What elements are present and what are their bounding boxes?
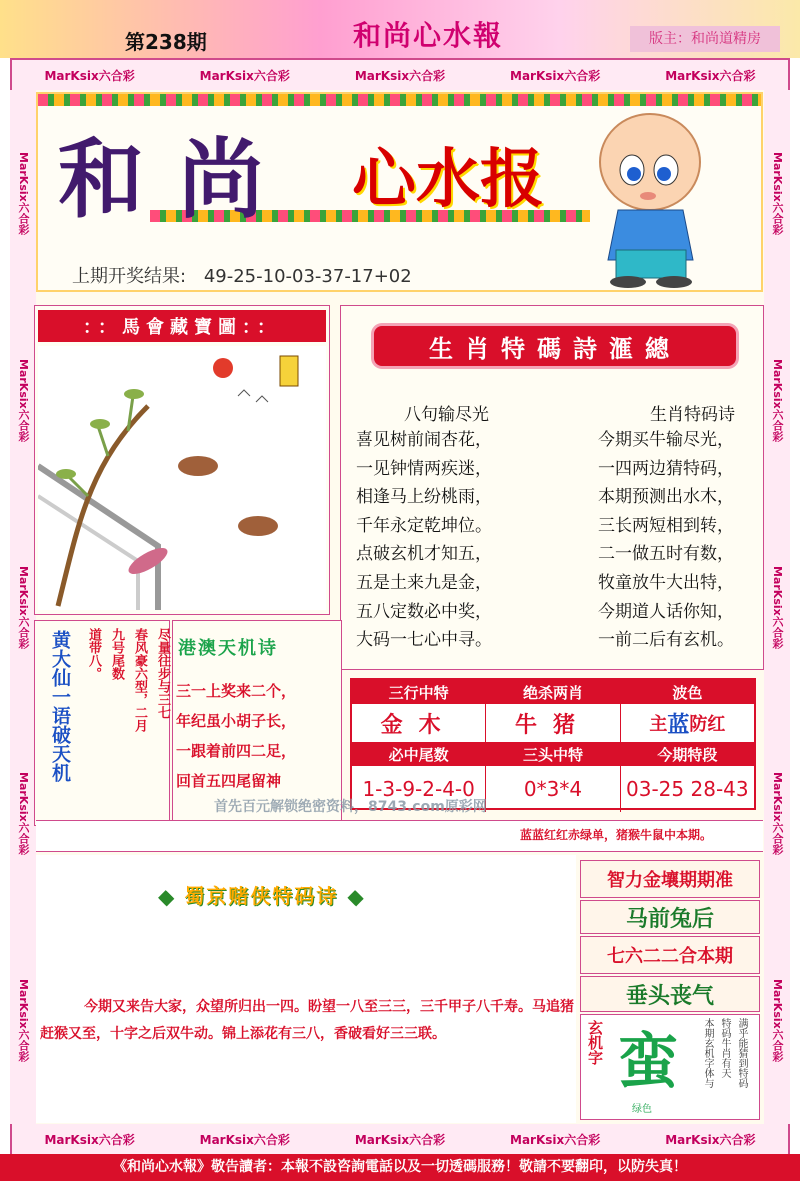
daxian-col: 道带八。 bbox=[86, 628, 101, 680]
watermark-text: MarKsix六合彩 bbox=[17, 358, 30, 442]
editor-label: 版主：和尚道精房 bbox=[630, 26, 780, 52]
watermark-band-right bbox=[764, 90, 790, 1124]
mystery-explain-col: 特码牛肖有天 bbox=[719, 1018, 730, 1078]
watermark-band-bottom bbox=[12, 1124, 788, 1154]
tip-box-2: 马前兔后 bbox=[580, 900, 760, 934]
poem-line: 二一做五时有数， bbox=[598, 544, 734, 565]
last-result-value: 49-25-10-03-37-17+02 bbox=[203, 266, 412, 287]
treasure-map-title: ：：馬會藏寶圖：： bbox=[38, 310, 326, 342]
tips-value: 1-3-9-2-4-0 bbox=[352, 766, 486, 812]
tips-header: 必中尾数 bbox=[352, 742, 486, 766]
poem-line: 大码一七心中寻。 bbox=[356, 630, 492, 651]
tip-box-1: 智力金壤期期准 bbox=[580, 860, 760, 898]
poem-line: 喜见树前闹杏花， bbox=[356, 430, 492, 450]
lower-poem-body: 今期又来告大家，众望所归出一四。盼望一八至三三，三千甲子八千寿。马追猪赶猴又至，十字之后双牛动。锦上添花有三八，香破看好三三联。 bbox=[40, 999, 574, 1042]
poem-line: 一前二后有玄机。 bbox=[598, 630, 734, 651]
daxian-col: 尽量往步与三七 bbox=[155, 628, 170, 719]
wave-middle: 蓝 bbox=[667, 711, 690, 738]
mystery-char: 蛮 bbox=[618, 1027, 678, 1097]
watermark-text: MarKsix六合彩 bbox=[510, 68, 601, 83]
poem-line: 一四两边猜特码， bbox=[598, 458, 734, 479]
mystery-explain-col: 本期玄机字体与 bbox=[702, 1018, 713, 1088]
lower-poem-title-text: 蜀京赌侠特码诗 bbox=[184, 884, 339, 908]
diamond-icon: ◆ bbox=[347, 884, 365, 908]
poem-left-body bbox=[356, 426, 492, 655]
mystery-explain-col: 满乎能猜到特码 bbox=[736, 1018, 747, 1088]
tips-header-row bbox=[352, 680, 754, 704]
poem-line: 今期道人话你知， bbox=[598, 601, 734, 622]
watermark-band-left bbox=[10, 90, 36, 1124]
watermark-text: MarKsix六合彩 bbox=[771, 565, 784, 649]
watermark-text: MarKsix六合彩 bbox=[17, 772, 30, 856]
lower-poem-title bbox=[158, 880, 365, 909]
poem-line: 三长两短相到转， bbox=[598, 515, 734, 536]
poem-line: 一见钟情两疾迷， bbox=[356, 458, 492, 479]
poem-line: 今期买牛输尽光， bbox=[598, 430, 734, 450]
issue-number: 第238期 bbox=[125, 30, 207, 54]
poem-line: 五是土来九是金， bbox=[356, 572, 492, 593]
tips-value: 0*3*4 bbox=[486, 766, 620, 812]
daxian-label: 黄大仙一语破天机 bbox=[49, 630, 71, 782]
poem-left-title: 八句输尽光 bbox=[404, 405, 489, 425]
watermark-text: MarKsix六合彩 bbox=[44, 68, 135, 83]
poem-right-body bbox=[598, 426, 734, 655]
watermark-text: MarKsix六合彩 bbox=[510, 1132, 601, 1147]
tip-box-3: 七六二二合本期 bbox=[580, 936, 760, 974]
poem-line: 五八定数必中奖， bbox=[356, 601, 492, 622]
watermark-text: MarKsix六合彩 bbox=[44, 1132, 135, 1147]
last-result-label: 上期开奖结果: bbox=[72, 266, 187, 287]
watermark-text: MarKsix六合彩 bbox=[354, 1132, 446, 1147]
watermark-text: MarKsix六合彩 bbox=[17, 979, 30, 1062]
daxian-col: 九号尾数 bbox=[109, 628, 124, 680]
watermark-text: MarKsix六合彩 bbox=[17, 565, 30, 649]
daxian-text bbox=[84, 628, 172, 818]
zodiac-poem-title: 生肖特碼詩滙總 bbox=[374, 326, 736, 366]
mystery-label: 玄机字 bbox=[586, 1020, 604, 1065]
header-title: 和尚心水報 bbox=[352, 19, 503, 52]
last-result bbox=[72, 262, 412, 288]
banner-title-sub: 心水报 bbox=[352, 142, 544, 217]
gangao-line: 三一上奖来二个， bbox=[176, 682, 297, 700]
mystery-explain bbox=[700, 1018, 749, 1116]
daxian-col: 春风豪六型，二月 bbox=[132, 628, 147, 732]
gangao-line: 回首五四尾留神 bbox=[176, 772, 282, 790]
poem-line: 相逢马上纷桃雨， bbox=[356, 487, 492, 508]
gangao-line: 年纪虽小胡子长， bbox=[176, 712, 297, 730]
watermark-text: MarKsix六合彩 bbox=[771, 152, 784, 235]
tips-value: 牛猪 bbox=[486, 704, 620, 742]
tip-box-4: 垂头丧气 bbox=[580, 976, 760, 1012]
treasure-map-image bbox=[38, 346, 326, 610]
wave-prefix: 主 bbox=[649, 714, 668, 735]
watermark-text: MarKsix六合彩 bbox=[665, 68, 756, 83]
gangao-line: 一跟着前四二足， bbox=[176, 742, 297, 760]
tips-value: 金木 bbox=[352, 704, 486, 742]
watermark-text: MarKsix六合彩 bbox=[17, 152, 30, 235]
gangao-body bbox=[176, 676, 296, 796]
poem-line: 点破玄机才知五， bbox=[356, 544, 492, 565]
wave-suffix: 防红 bbox=[689, 714, 726, 735]
watermark-text: MarKsix六合彩 bbox=[771, 772, 784, 856]
tips-header: 三行中特 bbox=[352, 680, 486, 704]
watermark-text: MarKsix六合彩 bbox=[199, 68, 290, 83]
footer-notice: 《和尚心水報》敬告讀者：本報不設咨詢電話以及一切透碼服務！敬請不要翻印，以防失真！ bbox=[0, 1154, 800, 1181]
note-text: 蓝蓝红红赤绿单，猪猴牛鼠中本期。 bbox=[520, 828, 713, 842]
site-watermark: 首先百元解锁绝密资料，8743.com原彩网 bbox=[214, 799, 487, 815]
mystery-color: 绿色 bbox=[632, 1104, 652, 1115]
tips-header: 今期特段 bbox=[621, 742, 754, 766]
watermark-text: MarKsix六合彩 bbox=[354, 68, 446, 83]
watermark-text: MarKsix六合彩 bbox=[771, 979, 784, 1062]
watermark-band-top bbox=[12, 60, 788, 90]
watermark-text: MarKsix六合彩 bbox=[199, 1132, 290, 1147]
tips-header-row-2 bbox=[352, 742, 754, 766]
watermark-text: MarKsix六合彩 bbox=[665, 1132, 756, 1147]
poem-line: 千年永定乾坤位。 bbox=[356, 515, 492, 536]
monk-mascot-icon bbox=[588, 100, 718, 290]
banner-title-main: 和尚 bbox=[58, 129, 298, 230]
tips-value-row bbox=[352, 704, 754, 742]
diamond-icon: ◆ bbox=[158, 884, 176, 908]
tips-value: 03-25 28-43 bbox=[626, 777, 749, 801]
watermark-text: MarKsix六合彩 bbox=[771, 358, 784, 442]
tips-header: 三头中特 bbox=[486, 742, 620, 766]
tips-header: 绝杀两肖 bbox=[486, 680, 620, 704]
tips-table bbox=[350, 678, 756, 810]
tips-header: 波色 bbox=[621, 680, 754, 704]
gangao-title: 港澳天机诗 bbox=[178, 638, 278, 659]
tips-wave bbox=[621, 704, 754, 742]
poem-line: 本期预测出水木， bbox=[598, 487, 734, 508]
poem-line: 牧童放牛大出特， bbox=[598, 572, 734, 593]
poem-right-title: 生肖特码诗 bbox=[650, 405, 735, 425]
